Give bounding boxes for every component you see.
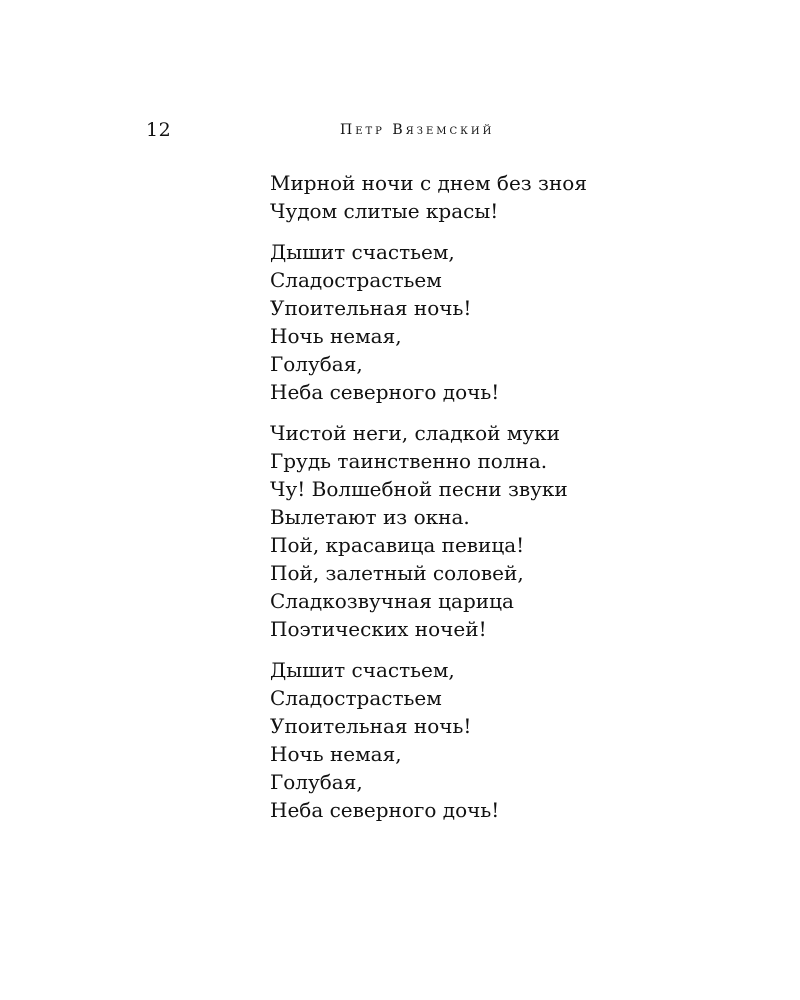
poem-line: Чудом слитые красы! <box>270 199 499 223</box>
poem-line: Пой, залетный соловей, <box>270 561 524 585</box>
running-head-author: Петр Вяземский <box>340 122 495 138</box>
poem-line: Ночь немая, <box>270 742 402 766</box>
poem-line: Упоительная ночь! <box>270 296 472 320</box>
poem-line: Упоительная ночь! <box>270 714 472 738</box>
poem-line: Сладострастьем <box>270 268 442 292</box>
poem-line: Голубая, <box>270 770 363 794</box>
poem-line: Неба северного дочь! <box>270 380 500 404</box>
poem-line: Дышит счастьем, <box>270 658 455 682</box>
poem-line: Пой, красавица певица! <box>270 533 525 557</box>
poem-line: Мирной ночи с днем без зноя <box>270 171 587 195</box>
stanza-3 <box>270 419 730 643</box>
poem-line: Чу! Волшебной песни звуки <box>270 477 568 501</box>
poem-line: Сладкозвучная царица <box>270 589 514 613</box>
page-number: 12 <box>146 119 172 141</box>
stanza-1 <box>270 169 730 225</box>
stanza-4 <box>270 656 730 824</box>
poem-body <box>270 169 730 837</box>
stanza-2 <box>270 238 730 406</box>
poem-line: Чистой неги, сладкой муки <box>270 421 560 445</box>
poem-line: Голубая, <box>270 352 363 376</box>
poem-line: Ночь немая, <box>270 324 402 348</box>
poem-line: Дышит счастьем, <box>270 240 455 264</box>
poem-line: Неба северного дочь! <box>270 798 500 822</box>
poem-line: Грудь таинственно полна. <box>270 449 548 473</box>
poem-line: Поэтических ночей! <box>270 617 487 641</box>
poem-line: Вылетают из окна. <box>270 505 470 529</box>
poem-line: Сладострастьем <box>270 686 442 710</box>
